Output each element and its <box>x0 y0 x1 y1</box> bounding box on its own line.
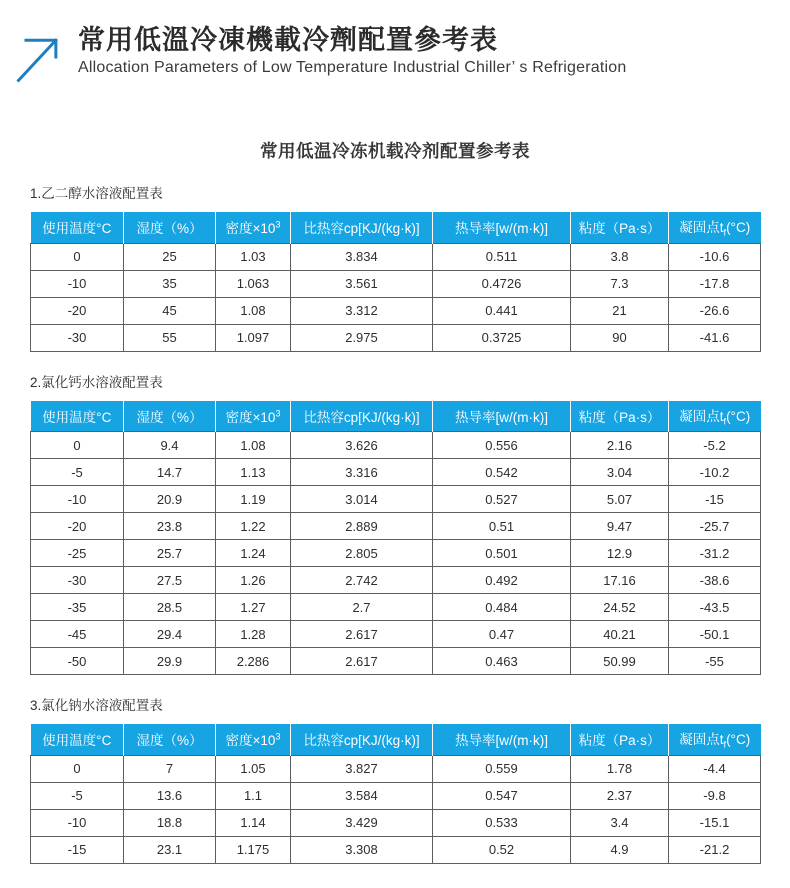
table-cell: -26.6 <box>669 297 761 324</box>
table-row <box>31 809 761 836</box>
table-cell: 1.08 <box>216 297 291 324</box>
column-header: 使用温度°C <box>31 401 124 432</box>
table-row <box>31 621 761 648</box>
table-cell: 3.834 <box>291 243 433 270</box>
table-cell: -17.8 <box>669 270 761 297</box>
column-header: 粘度（Pa·s） <box>571 724 669 755</box>
column-header: 密度$\times 10^3$ <box>216 724 291 755</box>
table-cell: 2.805 <box>291 540 433 567</box>
table-cell: 3.8 <box>571 243 669 270</box>
table-cell: -10 <box>31 270 124 297</box>
section-heading: 3.氯化钠水溶液配置表 <box>30 698 163 713</box>
table-cell: -30 <box>31 324 124 351</box>
table-row <box>31 432 761 459</box>
table-cell: 0 <box>31 432 124 459</box>
table-cell: 2.617 <box>291 648 433 675</box>
table-cell: -10 <box>31 486 124 513</box>
table-cell: 9.4 <box>124 432 216 459</box>
column-header: 湿度（%） <box>124 724 216 755</box>
table-cell: -50 <box>31 648 124 675</box>
table-cell: 0.533 <box>433 809 571 836</box>
table-cell: -45 <box>31 621 124 648</box>
table-cell: 0.547 <box>433 782 571 809</box>
table-cell: 0.559 <box>433 755 571 782</box>
header-text-block <box>78 26 626 77</box>
table-cell: 0.492 <box>433 567 571 594</box>
header-row <box>31 401 761 432</box>
data-table <box>30 212 761 352</box>
table-cell: 24.52 <box>571 594 669 621</box>
table-cell: 0.3725 <box>433 324 571 351</box>
table-cell: -38.6 <box>669 567 761 594</box>
table-cell: 1.1 <box>216 782 291 809</box>
column-header: 湿度（%） <box>124 401 216 432</box>
column-header: 粘度（Pa·s） <box>571 212 669 243</box>
table-cell: -10.6 <box>669 243 761 270</box>
table-cell: 2.7 <box>291 594 433 621</box>
table-row <box>31 540 761 567</box>
table-cell: -50.1 <box>669 621 761 648</box>
table-cell: -31.2 <box>669 540 761 567</box>
table-cell: -4.4 <box>669 755 761 782</box>
table-cell: 3.312 <box>291 297 433 324</box>
data-table <box>30 724 761 864</box>
table-row <box>31 324 761 351</box>
table-cell: 1.28 <box>216 621 291 648</box>
table-cell: 3.04 <box>571 459 669 486</box>
table-cell: 25.7 <box>124 540 216 567</box>
table-row <box>31 567 761 594</box>
section-heading: 1.乙二醇水溶液配置表 <box>30 186 163 201</box>
table-cell: 1.14 <box>216 809 291 836</box>
column-header: 湿度（%） <box>124 212 216 243</box>
document-title: 常用低温冷冻机载冷剂配置参考表 <box>260 141 530 161</box>
page-subtitle: Allocation Parameters of Low Temperature Industrial Chiller’ s Refrigeration <box>78 58 627 76</box>
section-heading: 2.氯化钙水溶液配置表 <box>30 374 163 390</box>
table-cell: 21 <box>571 297 669 324</box>
header-row <box>31 724 761 755</box>
table-cell: 0.511 <box>433 243 571 270</box>
table-cell: 29.4 <box>124 621 216 648</box>
table-cell: -21.2 <box>669 836 761 863</box>
arrow-up-right-icon <box>12 28 68 88</box>
table-cell: -10 <box>31 809 124 836</box>
table-cell: 13.6 <box>124 782 216 809</box>
table-cell: 1.22 <box>216 513 291 540</box>
header-row <box>31 212 761 243</box>
table-cell: -55 <box>669 648 761 675</box>
table-row <box>31 486 761 513</box>
table-cell: 1.097 <box>216 324 291 351</box>
table-cell: 0.501 <box>433 540 571 567</box>
column-header: 热导率[w/(m·k)] <box>433 724 571 755</box>
column-header: 比热容cp[KJ/(kg·k)] <box>291 212 433 243</box>
table-cell: 40.21 <box>571 621 669 648</box>
table-cell: 0.527 <box>433 486 571 513</box>
table-cell: 0.47 <box>433 621 571 648</box>
table-row <box>31 513 761 540</box>
data-table <box>30 401 761 676</box>
table-cell: 12.9 <box>571 540 669 567</box>
table-row <box>31 648 761 675</box>
table-cell: 0.463 <box>433 648 571 675</box>
table-cell: -43.5 <box>669 594 761 621</box>
table-cell: 28.5 <box>124 594 216 621</box>
table-cell: -5 <box>31 782 124 809</box>
table-cell: 1.175 <box>216 836 291 863</box>
table-cell: -41.6 <box>669 324 761 351</box>
table-cell: 1.08 <box>216 432 291 459</box>
table-cell: 3.308 <box>291 836 433 863</box>
table-cell: 45 <box>124 297 216 324</box>
table-cell: 2.975 <box>291 324 433 351</box>
page-header <box>0 0 790 88</box>
table-cell: 25 <box>124 243 216 270</box>
table-cell: 2.16 <box>571 432 669 459</box>
table-row <box>31 243 761 270</box>
table-cell: 0.556 <box>433 432 571 459</box>
table-cell: 5.07 <box>571 486 669 513</box>
table-cell: 0.52 <box>433 836 571 863</box>
table-cell: -15 <box>669 486 761 513</box>
table-row <box>31 755 761 782</box>
table-cell: 3.316 <box>291 459 433 486</box>
table-cell: 1.13 <box>216 459 291 486</box>
table-cell: 2.286 <box>216 648 291 675</box>
table-cell: 1.063 <box>216 270 291 297</box>
table-cell: -15.1 <box>669 809 761 836</box>
table-cell: 0.4726 <box>433 270 571 297</box>
table-cell: 35 <box>124 270 216 297</box>
table-cell: 2.889 <box>291 513 433 540</box>
table-cell: 1.26 <box>216 567 291 594</box>
table-cell: -35 <box>31 594 124 621</box>
table-cell: 55 <box>124 324 216 351</box>
table-cell: 2.742 <box>291 567 433 594</box>
table-cell: 3.014 <box>291 486 433 513</box>
tables-container <box>30 182 760 864</box>
table-cell: -5 <box>31 459 124 486</box>
column-header: 比热容cp[KJ/(kg·k)] <box>291 724 433 755</box>
table-cell: 3.561 <box>291 270 433 297</box>
table-cell: 0.542 <box>433 459 571 486</box>
table-cell: 1.27 <box>216 594 291 621</box>
page-title: 常用低溫冷凍機載冷劑配置參考表 <box>78 25 498 55</box>
table-cell: 0 <box>31 243 124 270</box>
table-cell: -20 <box>31 297 124 324</box>
table-cell: 14.7 <box>124 459 216 486</box>
column-header: 凝固点$t_f(^\circ C)$ <box>669 401 761 432</box>
table-cell: 0.51 <box>433 513 571 540</box>
table-row <box>31 594 761 621</box>
table-cell: 0.484 <box>433 594 571 621</box>
column-header: 凝固点$t_f(^\circ C)$ <box>669 212 761 243</box>
table-cell: -30 <box>31 567 124 594</box>
column-header: 使用温度°C <box>31 212 124 243</box>
table-cell: 1.19 <box>216 486 291 513</box>
table-cell: 23.8 <box>124 513 216 540</box>
table-cell: 3.429 <box>291 809 433 836</box>
table-cell: -15 <box>31 836 124 863</box>
table-row <box>31 297 761 324</box>
table-cell: 1.24 <box>216 540 291 567</box>
table-cell: 1.05 <box>216 755 291 782</box>
table-cell: 7.3 <box>571 270 669 297</box>
table-cell: -9.8 <box>669 782 761 809</box>
table-cell: 2.617 <box>291 621 433 648</box>
table-cell: 90 <box>571 324 669 351</box>
table-row <box>31 270 761 297</box>
table-cell: 27.5 <box>124 567 216 594</box>
table-cell: 1.78 <box>571 755 669 782</box>
table-row <box>31 459 761 486</box>
column-header: 比热容cp[KJ/(kg·k)] <box>291 401 433 432</box>
column-header: 凝固点$t_f(^\circ C)$ <box>669 724 761 755</box>
table-cell: 3.4 <box>571 809 669 836</box>
table-cell: 29.9 <box>124 648 216 675</box>
table-cell: 4.9 <box>571 836 669 863</box>
table-cell: 0 <box>31 755 124 782</box>
column-header: 热导率[w/(m·k)] <box>433 401 571 432</box>
column-header: 使用温度°C <box>31 724 124 755</box>
table-cell: 20.9 <box>124 486 216 513</box>
table-cell: -20 <box>31 513 124 540</box>
table-cell: 3.584 <box>291 782 433 809</box>
table-row <box>31 782 761 809</box>
table-cell: -10.2 <box>669 459 761 486</box>
table-cell: 9.47 <box>571 513 669 540</box>
table-cell: 3.626 <box>291 432 433 459</box>
table-cell: 1.03 <box>216 243 291 270</box>
table-cell: 50.99 <box>571 648 669 675</box>
table-cell: 2.37 <box>571 782 669 809</box>
table-cell: -25 <box>31 540 124 567</box>
table-cell: -5.2 <box>669 432 761 459</box>
table-cell: 0.441 <box>433 297 571 324</box>
column-header: 粘度（Pa·s） <box>571 401 669 432</box>
table-cell: 23.1 <box>124 836 216 863</box>
table-cell: 18.8 <box>124 809 216 836</box>
table-cell: -25.7 <box>669 513 761 540</box>
table-cell: 17.16 <box>571 567 669 594</box>
table-row <box>31 836 761 863</box>
column-header: 密度$\times 10^3$ <box>216 212 291 243</box>
column-header: 热导率[w/(m·k)] <box>433 212 571 243</box>
column-header: 密度$\times 10^3$ <box>216 401 291 432</box>
table-cell: 3.827 <box>291 755 433 782</box>
table-cell: 7 <box>124 755 216 782</box>
